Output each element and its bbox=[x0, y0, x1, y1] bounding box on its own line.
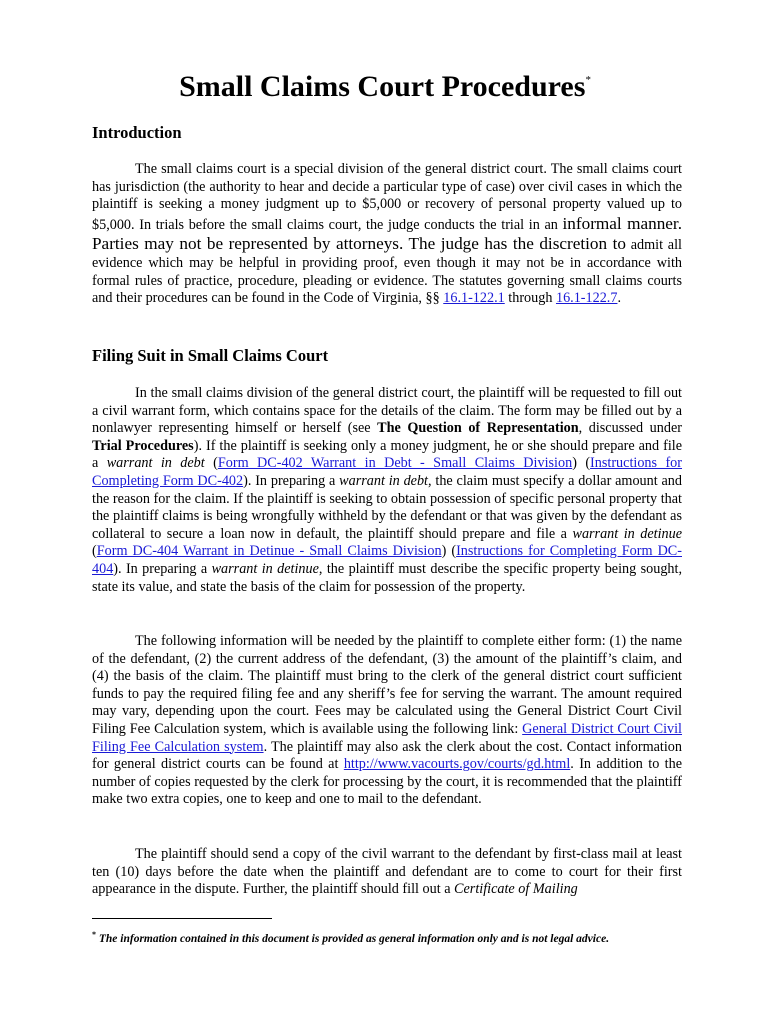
paragraph-filing-3: The plaintiff should send a copy of the civil warrant to the defendant by first-class mail at least ten (10) days before the date when the plaintiff and defendant are to come to court for their first appearance in the dispute. Further, the plaintiff should fill out a Certificate of Mailing bbox=[92, 846, 682, 898]
link-vacourts-gd[interactable]: http://www.vacourts.gov/courts/gd.html bbox=[343, 756, 571, 773]
footnote-divider bbox=[92, 918, 272, 919]
link-instructions-dc-404[interactable]: Instructions for Completing Form DC-404 bbox=[92, 543, 682, 577]
link-code-16-1-122-1[interactable]: 16.1-122.1 bbox=[443, 290, 505, 307]
page-title: Small Claims Court Procedures* bbox=[179, 70, 591, 103]
heading-introduction: Introduction bbox=[92, 123, 182, 142]
link-form-dc-402[interactable]: Form DC-402 Warrant in Debt - Small Claims Division bbox=[217, 455, 573, 472]
link-instructions-dc-402[interactable]: Instructions for Completing Form DC-402 bbox=[92, 455, 682, 489]
paragraph-introduction: The small claims court is a special division of the general district court. The small claims court has jurisdiction (the authority to hear and decide a particular type of case) over civil cases in which the plaintiff is seeking a money judgment up to $5,000 or recovery of personal property valued up to $5,000. In trials before the small claims court, the judge conducts the trial in an informal manner. Parties may not be represented by attorneys. The judge has the discretion to admit all evidence which may be helpful in providing proof, even though it may not be in accordance with formal rules of practice, procedure, pleading or evidence. The statutes governing small claims courts and their procedures can be found in the Code of Virginia, §§ 16.1-122.1 through 16.1-122.7. bbox=[92, 161, 682, 307]
footnote: * The information contained in this document is provided as general information only and is not legal advice. bbox=[92, 930, 610, 945]
paragraph-filing-1: In the small claims division of the general district court, the plaintiff will be requested to fill out a civil warrant form, which contains space for the details of the claim. The form may be filled out by a nonlawyer representing himself or herself (see The Question of Representation, discussed under Trial Procedures). If the plaintiff is seeking only a money judgment, he or she should prepare and file a warrant in debt (Form DC-402 Warrant in Debt - Small Claims Division) (Instructions for Completing Form DC-402). In preparing a warrant in debt, the claim must specify a dollar amount and the reason for the claim. If the plaintiff is seeking to obtain possession of specific personal property that the plaintiff claims is being wrongfully withheld by the defendant or that was given by the defendant as collateral to secure a loan now in default, the plaintiff should prepare and file a warrant in detinue (Form DC-404 Warrant in Detinue - Small Claims Division) (Instructions for Completing Form DC-404). In preparing a warrant in detinue, the plaintiff must describe the specific property being sought, state its value, and state the basis of the claim for possession of the property. bbox=[92, 385, 683, 595]
link-filing-fee-calculator[interactable]: General District Court Civil Filing Fee Calculation system bbox=[92, 720, 683, 755]
paragraph-filing-2: The following information will be needed by the plaintiff to complete either form: (1) the name of the defendant, (2) the current address of the defendant, (3) the amount of the plaintiff’s claim, and (4) the basis of the claim. The plaintiff must bring to the clerk of the general district court sufficient funds to pay the required filing fee and any sheriff’s fee for serving the warrant. The amount required may vary, depending upon the court. Fees may be calculated using the General District Court Civil Filing Fee Calculation system, which is available using the following link: General District Court Civil Filing Fee Calculation system. The plaintiff may also ask the clerk about the cost. Contact information for general district courts can be found at http://www.vacourts.gov/courts/gd.html. In addition to the number of copies requested by the clerk for processing by the court, it is recommended that the plaintiff make two extra copies, one to keep and one to mail to the defendant. bbox=[92, 633, 683, 808]
footnote-marker: * bbox=[585, 74, 591, 86]
heading-filing-suit: Filing Suit in Small Claims Court bbox=[92, 346, 329, 365]
link-form-dc-404[interactable]: Form DC-404 Warrant in Detinue - Small Claims Division bbox=[96, 543, 442, 560]
link-code-16-1-122-7[interactable]: 16.1-122.7 bbox=[555, 290, 618, 307]
